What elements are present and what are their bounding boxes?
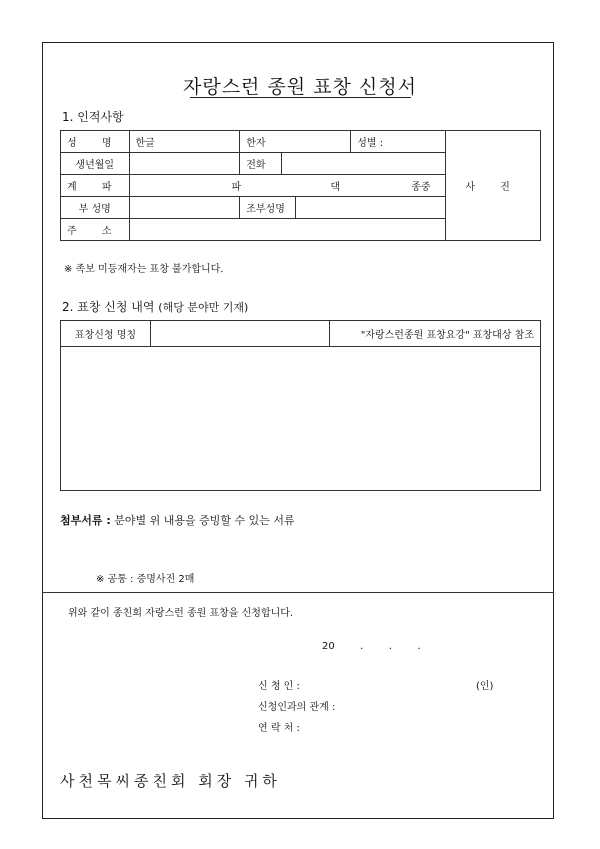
genealogy-note: ※ 족보 미등재자는 표창 불가합니다. — [64, 264, 224, 275]
applicant-label: 신 청 인 : — [258, 681, 300, 692]
award-name-label: 표창신청 명칭 — [61, 321, 151, 347]
section2-title: 2. 표창 신청 내역 — [62, 300, 155, 314]
pa-text: 파 — [231, 182, 242, 193]
jong-text: 종중 — [411, 182, 431, 193]
common-attachment: ※ 공통 : 증명사진 2매 — [96, 574, 195, 585]
section2-subtitle: (해당 분야만 기재) — [158, 301, 249, 314]
section-divider — [42, 592, 554, 593]
form-title: 자랑스런 종원 표창 신청서 — [182, 76, 417, 98]
hangul-name-field[interactable]: 한글 — [129, 131, 240, 153]
father-field[interactable] — [129, 197, 240, 219]
address-field[interactable] — [129, 219, 446, 241]
birth-field[interactable] — [129, 153, 240, 175]
phone-label: 전화 — [240, 153, 282, 175]
contact-label: 연 락 처 : — [258, 723, 300, 734]
address-label: 주 소 — [61, 219, 130, 241]
award-request-table — [60, 320, 541, 491]
relation-label: 신청인과의 관계 : — [258, 702, 336, 713]
grandfather-label: 조부성명 — [240, 197, 296, 219]
father-label: 부 성명 — [61, 197, 130, 219]
award-reference: "자랑스런종원 표창요강" 표창대상 참조 — [330, 321, 541, 347]
recipient-footer: 사천목씨종친회 회장 귀하 — [60, 772, 281, 790]
personal-info-table — [60, 130, 541, 241]
section1-heading: 1. 인적사항 — [62, 110, 124, 124]
attachments-label: 첨부서류 : — [60, 514, 111, 527]
photo-box: 사 진 — [446, 131, 541, 241]
title-underline — [190, 97, 411, 98]
grandfather-field[interactable] — [296, 197, 446, 219]
attachments — [60, 512, 295, 528]
attachments-text: 분야별 위 내용을 증빙할 수 있는 서류 — [114, 514, 295, 527]
hanja-name-field[interactable]: 한자 — [240, 131, 351, 153]
gender-field[interactable]: 성별 : — [351, 131, 446, 153]
phone-field[interactable] — [282, 153, 446, 175]
section2-heading — [62, 298, 248, 315]
dae-text: 댁 — [330, 182, 341, 193]
lineage-field[interactable] — [129, 175, 446, 197]
declaration: 위와 같이 종친회 자랑스런 종원 표창을 신청합니다. — [68, 608, 294, 619]
award-details-field[interactable] — [61, 347, 541, 491]
seal-mark: (인) — [476, 681, 494, 692]
name-label: 성 명 — [61, 131, 130, 153]
award-name-field[interactable] — [150, 321, 329, 347]
date-line[interactable]: 20 . . . — [322, 641, 421, 652]
lineage-label: 계 파 — [61, 175, 130, 197]
birth-label: 생년월일 — [61, 153, 130, 175]
